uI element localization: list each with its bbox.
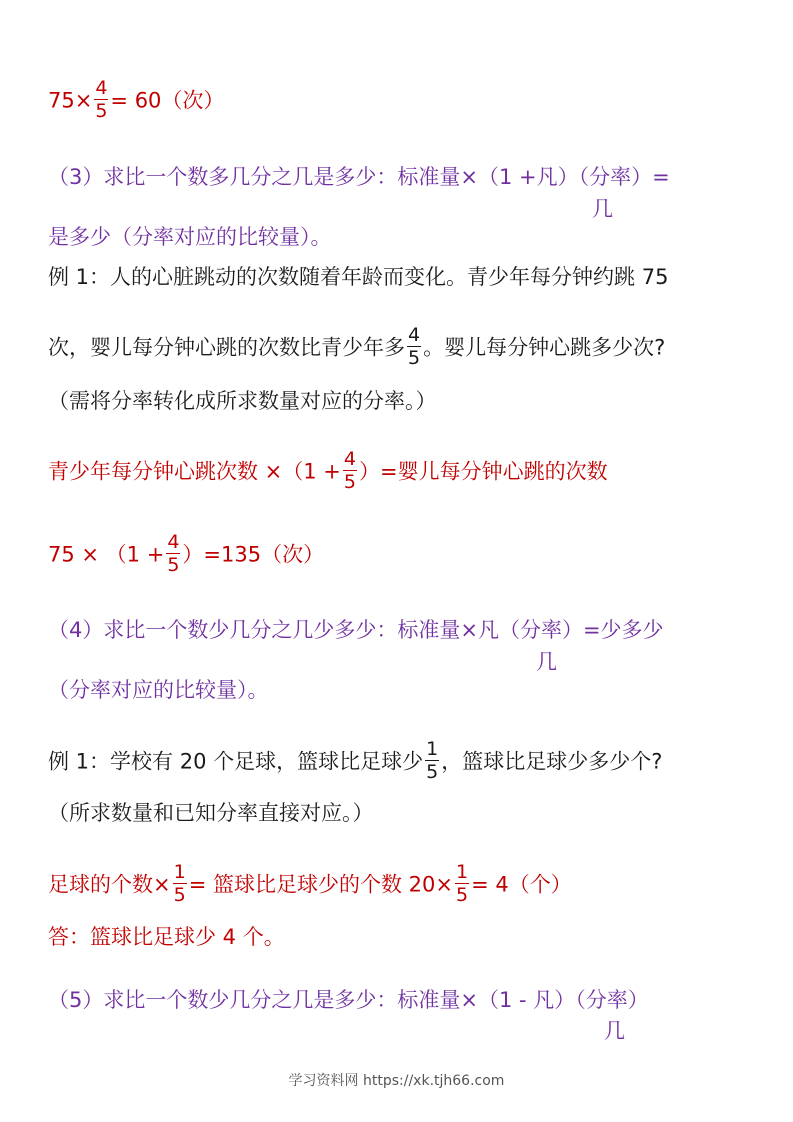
rule4-line-b: （分率对应的比较量）。 [48,678,269,702]
fraction-4-5: $\frac{4}{5}$ [343,448,356,493]
fraction-4-5: $\frac{4}{5}$ [95,77,108,122]
ex1-line-a: 例 1：人的心脏跳动的次数随着年龄而变化。青少年每分钟约跳 75 [48,265,669,289]
page-footer: 学习资料网 https://xk.tjh66.com [288,1073,505,1089]
eq1-prefix: 75× [48,88,93,113]
ex1-note: （需将分率转化成所求数量对应的分率。） [48,389,437,413]
ex1-answer-formula: 青少年每分钟心跳次数 ×（1 + $\frac{4}{5}$ ）=婴儿每分钟心跳的次数 [48,448,608,493]
fraction-1-5: $\frac{1}{5}$ [173,861,186,906]
fraction-1-5: $\frac{1}{5}$ [426,738,439,783]
ex2-answer-formula: 足球的个数× $\frac{1}{5}$ = 篮球比足球少的个数 20× $\frac{1}{5}$ = 4（个） [48,861,572,906]
rule3-line-a: （3）求比一个数多几分之几是多少：标准量×（1 +凡）（分率）= [48,165,670,189]
rule4-under-char: 几 [536,650,557,674]
rule5-under-char: 几 [604,1019,625,1043]
eq1-suffix: = 60（次） [110,88,225,113]
fraction-1-5: $\frac{1}{5}$ [455,861,469,906]
rule4-line-a: （4）求比一个数少几分之几少多少：标准量×凡（分率）=少多少 [48,618,664,642]
ex2-line: 例 1：学校有 20 个足球，篮球比足球少 $\frac{1}{5}$ ，篮球比足球少多少个? [48,738,663,783]
fraction-4-5: $\frac{4}{5}$ [167,531,180,576]
ex2-answer: 答：篮球比足球少 4 个。 [48,925,285,949]
ex1-calculation: 75 × （1 + $\frac{4}{5}$ ）=135（次） [48,531,325,576]
equation-line-1 [48,79,224,124]
rule3-under-char: 几 [592,197,613,221]
ex2-note: （所求数量和已知分率直接对应。） [48,801,374,825]
rule3-line-b: 是多少（分率对应的比较量）。 [48,225,332,249]
rule5-line-a: （5）求比一个数少几分之几是多少：标准量×（1 - 凡）（分率） [48,988,649,1012]
fraction-4-5: $\frac{4}{5}$ [408,324,421,369]
ex1-line-b: 次，婴儿每分钟心跳的次数比青少年多 $\frac{4}{5}$ 。婴儿每分钟心跳多少次? [48,324,666,369]
